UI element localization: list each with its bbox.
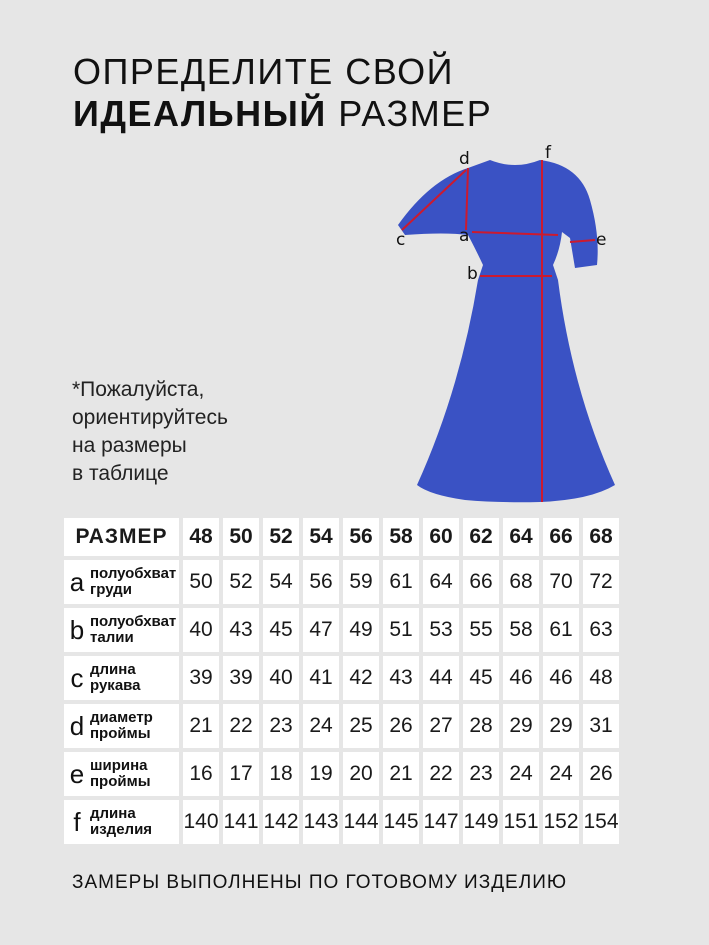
table-header-row	[64, 518, 619, 556]
table-cell: 44	[423, 656, 459, 700]
header-size-label: РАЗМЕР	[64, 518, 179, 556]
table-cell: 56	[303, 560, 339, 604]
table-cell: 68	[503, 560, 539, 604]
table-cell: 144	[343, 800, 379, 844]
table-cell: 141	[223, 800, 259, 844]
size-table	[60, 514, 623, 848]
table-cell: 22	[423, 752, 459, 796]
header-size-54: 54	[303, 518, 339, 556]
table-cell: 53	[423, 608, 459, 652]
measure-label-b: b	[467, 264, 478, 284]
table-cell: 54	[263, 560, 299, 604]
table-cell: 29	[543, 704, 579, 748]
table-cell: 143	[303, 800, 339, 844]
table-cell: 17	[223, 752, 259, 796]
measure-label-d: d	[459, 149, 470, 169]
table-cell: 40	[263, 656, 299, 700]
table-cell: 24	[303, 704, 339, 748]
header-size-58: 58	[383, 518, 419, 556]
table-cell: 55	[463, 608, 499, 652]
table-cell: 20	[343, 752, 379, 796]
header-size-62: 62	[463, 518, 499, 556]
row-description: полуобхват груди	[90, 565, 177, 598]
table-cell: 145	[383, 800, 419, 844]
header-size-60: 60	[423, 518, 459, 556]
row-letter: b	[69, 614, 85, 645]
table-row-d	[64, 704, 619, 748]
table-row-e	[64, 752, 619, 796]
row-label-b	[64, 608, 179, 652]
table-cell: 27	[423, 704, 459, 748]
table-cell: 40	[183, 608, 219, 652]
table-cell: 48	[583, 656, 619, 700]
row-letter: e	[69, 758, 85, 789]
header-size-52: 52	[263, 518, 299, 556]
table-cell: 26	[383, 704, 419, 748]
table-cell: 70	[543, 560, 579, 604]
table-cell: 50	[183, 560, 219, 604]
table-cell: 26	[583, 752, 619, 796]
page-title-line1: ОПРЕДЕЛИТЕ СВОЙ	[73, 51, 454, 92]
row-letter: a	[69, 566, 85, 597]
table-cell: 45	[463, 656, 499, 700]
table-cell: 61	[383, 560, 419, 604]
row-label-e	[64, 752, 179, 796]
header-size-50: 50	[223, 518, 259, 556]
measure-label-a: a	[459, 226, 470, 246]
table-cell: 64	[423, 560, 459, 604]
table-cell: 149	[463, 800, 499, 844]
dress-silhouette	[398, 160, 615, 502]
measure-label-e: e	[596, 230, 607, 250]
row-description: длина рукава	[90, 661, 141, 694]
table-cell: 24	[503, 752, 539, 796]
row-label-f	[64, 800, 179, 844]
table-cell: 63	[583, 608, 619, 652]
row-description: длина изделия	[90, 805, 153, 838]
row-description: ширина проймы	[90, 757, 151, 790]
table-row-a	[64, 560, 619, 604]
table-cell: 152	[543, 800, 579, 844]
table-cell: 16	[183, 752, 219, 796]
page-title-bold: ИДЕАЛЬНЫЙ	[73, 93, 327, 134]
table-cell: 43	[223, 608, 259, 652]
table-cell: 41	[303, 656, 339, 700]
header-size-68: 68	[583, 518, 619, 556]
table-cell: 22	[223, 704, 259, 748]
table-cell: 43	[383, 656, 419, 700]
row-description: диаметр проймы	[90, 709, 153, 742]
row-letter: c	[70, 662, 84, 693]
row-description: полуобхват талии	[90, 613, 177, 646]
footer-note: ЗАМЕРЫ ВЫПОЛНЕНЫ ПО ГОТОВОМУ ИЗДЕЛИЮ	[72, 872, 568, 893]
row-letter: f	[73, 806, 81, 837]
table-cell: 66	[463, 560, 499, 604]
header-size-48: 48	[183, 518, 219, 556]
table-cell: 45	[263, 608, 299, 652]
table-cell: 29	[503, 704, 539, 748]
page-title-line2	[73, 93, 493, 134]
table-cell: 19	[303, 752, 339, 796]
size-note: *Пожалуйста, ориентируйтесь на размеры в таблице	[72, 378, 228, 485]
table-cell: 39	[223, 656, 259, 700]
header-size-56: 56	[343, 518, 379, 556]
table-cell: 47	[303, 608, 339, 652]
header-size-66: 66	[543, 518, 579, 556]
table-cell: 18	[263, 752, 299, 796]
table-cell: 154	[583, 800, 619, 844]
table-cell: 51	[383, 608, 419, 652]
row-label-d	[64, 704, 179, 748]
row-label-a	[64, 560, 179, 604]
row-letter: d	[69, 710, 85, 741]
table-cell: 46	[543, 656, 579, 700]
table-cell: 58	[503, 608, 539, 652]
table-row-c	[64, 656, 619, 700]
measure-label-c: c	[396, 230, 406, 250]
header-size-64: 64	[503, 518, 539, 556]
table-row-b	[64, 608, 619, 652]
table-cell: 21	[183, 704, 219, 748]
table-cell: 59	[343, 560, 379, 604]
table-cell: 23	[463, 752, 499, 796]
table-cell: 28	[463, 704, 499, 748]
table-cell: 72	[583, 560, 619, 604]
table-row-f	[64, 800, 619, 844]
table-cell: 147	[423, 800, 459, 844]
table-cell: 23	[263, 704, 299, 748]
table-cell: 142	[263, 800, 299, 844]
page-title-rest: РАЗМЕР	[326, 93, 493, 134]
table-cell: 140	[183, 800, 219, 844]
dress-diagram	[390, 140, 620, 510]
row-label-c	[64, 656, 179, 700]
table-cell: 31	[583, 704, 619, 748]
table-cell: 61	[543, 608, 579, 652]
measure-label-f: f	[545, 143, 551, 163]
table-cell: 46	[503, 656, 539, 700]
table-cell: 21	[383, 752, 419, 796]
table-cell: 24	[543, 752, 579, 796]
table-cell: 42	[343, 656, 379, 700]
table-cell: 49	[343, 608, 379, 652]
table-cell: 52	[223, 560, 259, 604]
table-cell: 25	[343, 704, 379, 748]
table-cell: 151	[503, 800, 539, 844]
table-cell: 39	[183, 656, 219, 700]
